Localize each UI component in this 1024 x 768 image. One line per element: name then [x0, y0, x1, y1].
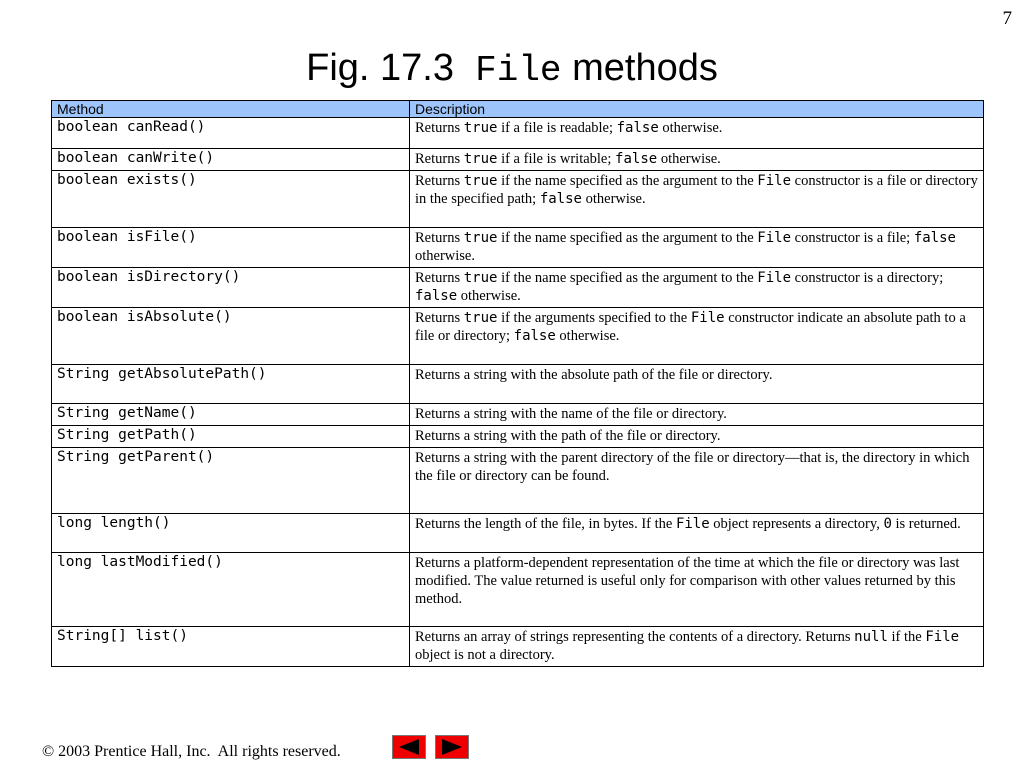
method-description	[410, 149, 984, 171]
description-text: constructor is a file;	[791, 230, 914, 246]
method-signature: String[] list()	[52, 627, 410, 667]
method-description	[410, 118, 984, 149]
code-literal: File	[675, 516, 710, 532]
table-row	[52, 149, 984, 171]
table-row	[52, 308, 984, 365]
method-description	[410, 171, 984, 228]
code-literal: true	[463, 230, 498, 246]
description-text: otherwise.	[581, 191, 646, 207]
code-literal: File	[690, 310, 725, 326]
method-signature: boolean isDirectory()	[52, 268, 410, 308]
description-text: constructor is a file or directory in the specified path;	[415, 173, 978, 207]
method-description	[410, 268, 984, 308]
title-prefix: Fig. 17.3	[306, 47, 476, 89]
description-text: if a file is readable;	[497, 120, 617, 136]
method-description	[410, 308, 984, 365]
code-literal: File	[925, 629, 960, 645]
description-text: Returns	[415, 173, 464, 189]
header-description: Description	[410, 101, 984, 118]
description-text: if the	[887, 629, 926, 645]
method-description	[410, 228, 984, 268]
description-text: constructor is a directory;	[791, 270, 944, 286]
code-literal: File	[757, 270, 792, 286]
code-literal: true	[463, 310, 498, 326]
method-signature: String getName()	[52, 404, 410, 426]
description-text: otherwise.	[415, 248, 475, 264]
description-text: Returns a string with the name of the file or directory.	[415, 406, 727, 422]
description-text: if a file is writable;	[497, 151, 616, 167]
file-methods-table	[51, 100, 984, 667]
method-signature: boolean canRead()	[52, 118, 410, 149]
table-row	[52, 627, 984, 667]
code-literal: null	[854, 629, 888, 645]
method-description	[410, 514, 984, 553]
description-text: otherwise.	[555, 328, 620, 344]
table-body	[52, 118, 984, 667]
table-row	[52, 118, 984, 149]
description-text: Returns a string with the parent directory of the file or directory—that is, the directory in which the file or directory can be found.	[415, 450, 970, 484]
table-row	[52, 268, 984, 308]
code-literal: false	[539, 191, 582, 207]
code-literal: File	[757, 173, 792, 189]
method-signature: boolean canWrite()	[52, 149, 410, 171]
description-text: constructor indicate an absolute path to a file or directory;	[415, 310, 966, 344]
code-literal: false	[513, 328, 556, 344]
code-literal: false	[913, 230, 956, 246]
next-slide-button[interactable]	[435, 735, 469, 759]
code-literal: true	[463, 151, 498, 167]
description-text: object is not a directory.	[415, 647, 555, 663]
description-text: is returned.	[891, 516, 961, 532]
method-signature: String getPath()	[52, 426, 410, 448]
table-row	[52, 553, 984, 627]
code-literal: true	[463, 270, 498, 286]
description-text: Returns a string with the path of the file or directory.	[415, 428, 721, 444]
method-description	[410, 553, 984, 627]
table-row	[52, 365, 984, 404]
right-arrow-icon	[441, 739, 463, 755]
table-row	[52, 514, 984, 553]
description-text: if the name specified as the argument to the	[497, 270, 758, 286]
description-text: if the name specified as the argument to the	[497, 173, 758, 189]
method-description	[410, 448, 984, 514]
table-row	[52, 404, 984, 426]
method-signature: long lastModified()	[52, 553, 410, 627]
table-row	[52, 448, 984, 514]
description-text: Returns a platform-dependent representation of the time at which the file or directory was last modified. The value returned is useful only for comparison with other values returned by this method.	[415, 555, 960, 607]
method-signature: String getAbsolutePath()	[52, 365, 410, 404]
description-text: Returns	[415, 310, 464, 326]
code-literal: File	[757, 230, 792, 246]
code-literal: false	[615, 151, 658, 167]
table-row	[52, 171, 984, 228]
page-number: 7	[1002, 8, 1012, 29]
previous-slide-button[interactable]	[392, 735, 426, 759]
description-text: otherwise.	[657, 151, 721, 167]
description-text: otherwise.	[658, 120, 723, 136]
description-text: Returns	[415, 151, 464, 167]
table-row	[52, 228, 984, 268]
code-literal: false	[415, 288, 458, 304]
method-signature: long length()	[52, 514, 410, 553]
description-text: Returns a string with the absolute path of the file or directory.	[415, 367, 773, 383]
code-literal: false	[616, 120, 659, 136]
description-text: Returns the length of the file, in bytes. If the	[415, 516, 676, 532]
code-literal: true	[463, 120, 498, 136]
description-text: Returns	[415, 120, 464, 136]
title-code: File	[475, 50, 562, 91]
method-signature: boolean isFile()	[52, 228, 410, 268]
description-text: otherwise.	[457, 288, 521, 304]
description-text: Returns	[415, 270, 464, 286]
table-header-row	[52, 101, 984, 118]
table-row	[52, 426, 984, 448]
description-text: object represents a directory,	[709, 516, 884, 532]
method-description	[410, 627, 984, 667]
code-literal: true	[463, 173, 498, 189]
header-method: Method	[52, 101, 410, 118]
title-suffix: methods	[561, 47, 718, 89]
slide-title	[0, 46, 1024, 93]
description-text: Returns an array of strings representing the contents of a directory. Returns	[415, 629, 855, 645]
method-signature: boolean isAbsolute()	[52, 308, 410, 365]
method-signature: boolean exists()	[52, 171, 410, 228]
copyright-footer: © 2003 Prentice Hall, Inc. All rights reserved.	[42, 743, 341, 760]
method-description	[410, 365, 984, 404]
method-signature: String getParent()	[52, 448, 410, 514]
method-description	[410, 404, 984, 426]
code-literal: 0	[883, 516, 892, 532]
left-arrow-icon	[398, 739, 420, 755]
description-text: if the name specified as the argument to the	[497, 230, 758, 246]
description-text: if the arguments specified to the	[497, 310, 691, 326]
description-text: Returns	[415, 230, 464, 246]
method-description	[410, 426, 984, 448]
